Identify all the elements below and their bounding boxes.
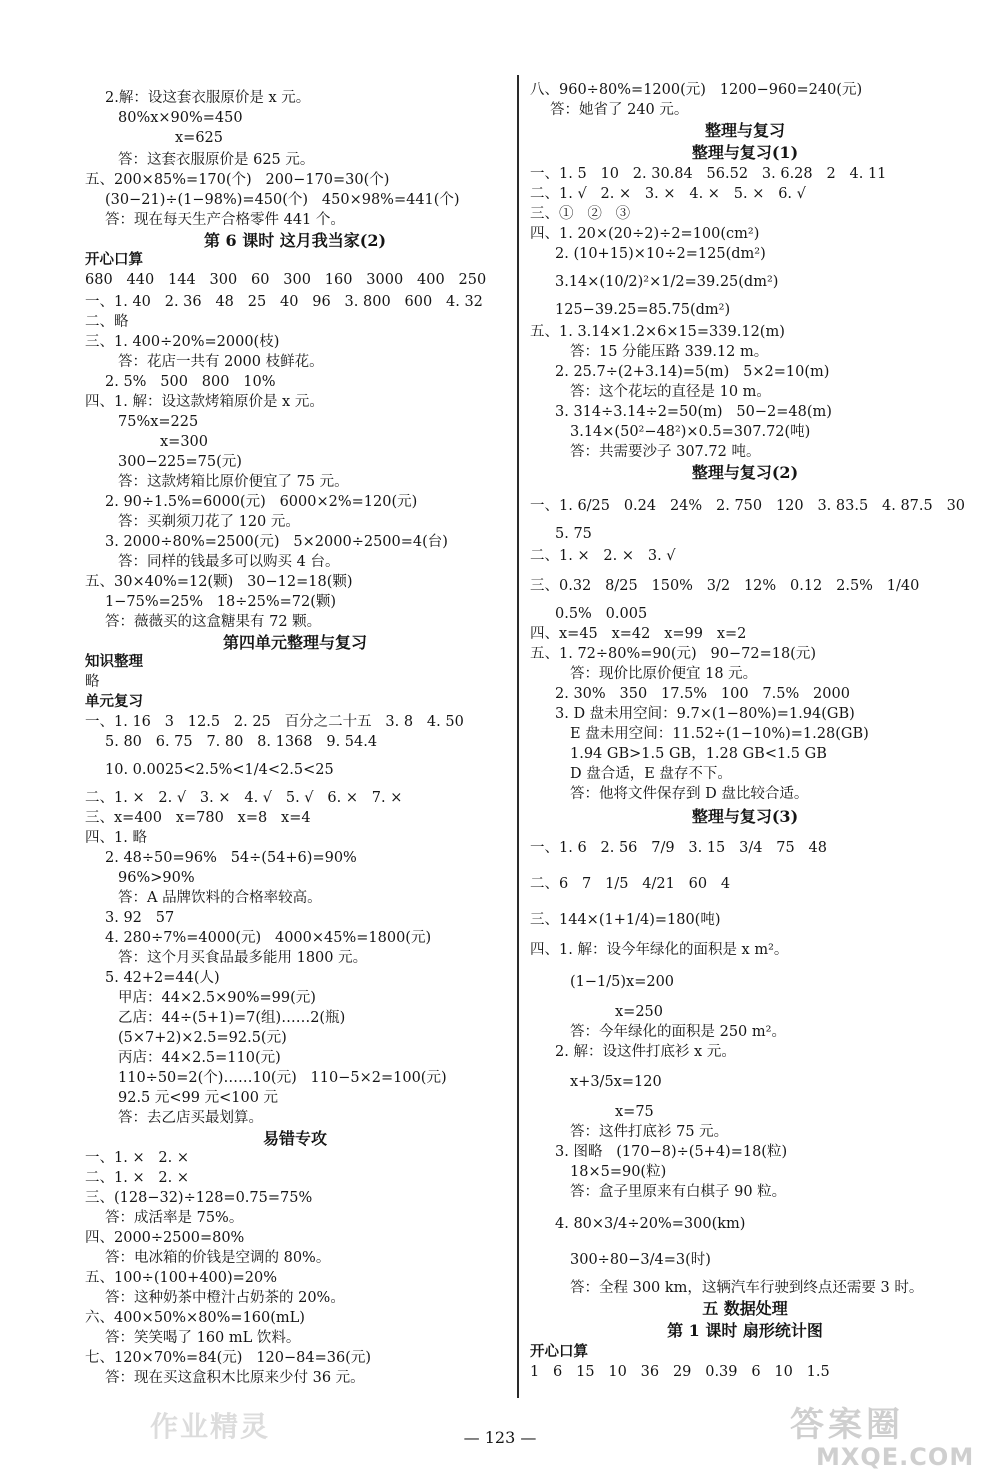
answer-line: 答：去乙店买最划算。 bbox=[118, 1110, 263, 1126]
answer-line: 答：成活率是 75%。 bbox=[105, 1210, 244, 1226]
answer-line: 五、200×85%=170(个) 200−170=30(个) bbox=[85, 172, 390, 188]
answer-line: 300−225=75(元) bbox=[118, 454, 242, 470]
answer-line: 答：全程 300 km，这辆汽车行驶到终点还需要 3 时。 bbox=[570, 1280, 924, 1296]
answer-line: 2. 30% 350 17.5% 100 7.5% 2000 bbox=[555, 686, 850, 702]
answer-line: 1 6 15 10 36 29 0.39 6 10 1.5 bbox=[530, 1364, 830, 1380]
answer-line: 答：她省了 240 元。 bbox=[550, 102, 689, 118]
answer-line: 一、1. 16 3 12.5 2. 25 百分之二十五 3. 8 4. 50 bbox=[85, 714, 464, 730]
answer-line: 1−75%=25% 18÷25%=72(颗) bbox=[105, 594, 337, 610]
answer-line: x+3/5x=120 bbox=[570, 1074, 662, 1090]
answer-line: 答：15 分能压路 339.12 m。 bbox=[570, 344, 769, 360]
answer-line: 答：现在每天生产合格零件 441 个。 bbox=[105, 212, 345, 228]
answer-line: 四、1. 解：设这款烤箱原价是 x 元。 bbox=[85, 394, 324, 410]
section-heading: 整理与复习(3) bbox=[691, 807, 799, 826]
answer-line: 2. 48÷50=96% 54÷(54+6)=90% bbox=[105, 850, 357, 866]
answer-line: 甲店：44×2.5×90%=99(元) bbox=[118, 990, 316, 1006]
answer-line: 七、120×70%=84(元) 120−84=36(元) bbox=[85, 1350, 371, 1366]
answer-line: 3.14×(10/2)²×1/2=39.25(dm²) bbox=[555, 274, 779, 290]
answer-line: (30−21)÷(1−98%)=450(个) 450×98%=441(个) bbox=[105, 192, 460, 208]
answer-line: 一、1. 40 2. 36 48 25 40 96 3. 800 600 4. 32 bbox=[85, 294, 483, 310]
answer-line: 680 440 144 300 60 300 160 3000 400 250 bbox=[85, 272, 487, 288]
answer-line: 2. (10+15)×10÷2=125(dm²) bbox=[555, 246, 766, 262]
answer-line: 92.5 元<99 元<100 元 bbox=[118, 1090, 279, 1106]
answer-line: 2. 解：设这件打底衫 x 元。 bbox=[555, 1044, 736, 1060]
answer-line: 二、略 bbox=[85, 314, 129, 330]
answer-line: 答：共需要沙子 307.72 吨。 bbox=[570, 444, 761, 460]
answer-line: 六、400×50%×80%=160(mL) bbox=[85, 1310, 305, 1326]
answer-line: 一、1. 6/25 0.24 24% 2. 750 120 3. 83.5 4. 87.5 30 bbox=[530, 498, 966, 514]
answer-line: 二、1. √ 2. × 3. × 4. × 5. × 6. √ bbox=[530, 186, 806, 202]
answer-line: 答：这个花坛的直径是 10 m。 bbox=[570, 384, 771, 400]
answer-line: (5×7+2)×2.5=92.5(元) bbox=[118, 1030, 287, 1046]
answer-line: D 盘合适，E 盘存不下。 bbox=[570, 766, 732, 782]
answer-line: 二、6 7 1/5 4/21 60 4 bbox=[530, 876, 731, 892]
subsection-label: 单元复习 bbox=[85, 693, 143, 710]
answer-line: 四、x=45 x=42 x=99 x=2 bbox=[530, 626, 747, 642]
answer-line: 答：今年绿化的面积是 250 m²。 bbox=[570, 1024, 786, 1040]
answer-line: 三、144×(1+1/4)=180(吨) bbox=[530, 912, 721, 928]
section-heading: 易错专攻 bbox=[262, 1129, 328, 1148]
answer-line: 丙店：44×2.5=110(元) bbox=[118, 1050, 281, 1066]
answer-line: 四、1. 略 bbox=[85, 830, 147, 846]
answer-line: 96%>90% bbox=[118, 870, 195, 886]
answer-line: x=250 bbox=[615, 1004, 664, 1020]
answer-line: 答：这款烤箱比原价便宜了 75 元。 bbox=[118, 474, 349, 490]
answer-line: 答：薇薇买的这盒糖果有 72 颗。 bbox=[105, 614, 322, 630]
answer-line: 2. 5% 500 800 10% bbox=[105, 374, 276, 390]
answer-line: 4. 80×3/4÷20%=300(km) bbox=[555, 1216, 746, 1232]
answer-line: 三、(128−32)÷128=0.75=75% bbox=[85, 1190, 313, 1206]
answer-line: 一、1. × 2. × bbox=[85, 1150, 190, 1166]
answer-line: 4. 280÷7%=4000(元) 4000×45%=1800(元) bbox=[105, 930, 432, 946]
subsection-label: 开心口算 bbox=[530, 1343, 588, 1360]
answer-line: 答：现价比原价便宜 18 元。 bbox=[570, 666, 758, 682]
answer-line: 80%x×90%=450 bbox=[118, 110, 243, 126]
answer-line: 一、1. 5 10 2. 30.84 56.52 3. 6.28 2 4. 11 bbox=[530, 166, 887, 182]
answer-line: 答：买剃须刀花了 120 元。 bbox=[118, 514, 300, 530]
answer-line: 五、100÷(100+400)=20% bbox=[85, 1270, 278, 1286]
answer-line: 3. 图略 (170−8)÷(5+4)=18(粒) bbox=[555, 1144, 788, 1160]
answer-line: 八、960÷80%=1200(元) 1200−960=240(元) bbox=[530, 82, 863, 98]
answer-line: E 盘未用空间：11.52÷(1−10%)=1.28(GB) bbox=[570, 726, 869, 742]
answer-line: 10. 0.0025<2.5%<1/4<2.5<25 bbox=[105, 762, 334, 778]
section-heading: 第 1 课时 扇形统计图 bbox=[667, 1321, 823, 1340]
answer-line: 110÷50=2(个)……10(元) 110−5×2=100(元) bbox=[118, 1070, 447, 1086]
answer-line: 75%x=225 bbox=[118, 414, 199, 430]
answer-line: 答：这件打底衫 75 元。 bbox=[570, 1124, 729, 1140]
answer-line: 5. 80 6. 75 7. 80 8. 1368 9. 54.4 bbox=[105, 734, 378, 750]
section-heading: 五 数据处理 bbox=[702, 1299, 788, 1318]
answer-line: 略 bbox=[85, 674, 100, 690]
answer-line: 答：花店一共有 2000 枝鲜花。 bbox=[118, 354, 324, 370]
answer-line: 2.解：设这套衣服原价是 x 元。 bbox=[105, 90, 311, 106]
section-heading: 整理与复习(2) bbox=[691, 463, 799, 482]
answer-line: 答：同样的钱最多可以购买 4 台。 bbox=[118, 554, 340, 570]
answer-line: 答：这套衣服原价是 625 元。 bbox=[118, 152, 315, 168]
answer-line: 2. 90÷1.5%=6000(元) 6000×2%=120(元) bbox=[105, 494, 418, 510]
subsection-label: 知识整理 bbox=[85, 653, 143, 670]
answer-line: 18×5=90(粒) bbox=[570, 1164, 667, 1180]
section-heading: 整理与复习(1) bbox=[691, 143, 799, 162]
section-heading: 整理与复习 bbox=[704, 121, 786, 140]
answer-line: 二、1. × 2. × 3. √ bbox=[530, 548, 676, 564]
answer-line: 三、0.32 8/25 150% 3/2 12% 0.12 2.5% 1/40 bbox=[530, 578, 920, 594]
answer-line: 五、30×40%=12(颗) 30−12=18(颗) bbox=[85, 574, 353, 590]
answer-line: 3. 314÷3.14÷2=50(m) 50−2=48(m) bbox=[555, 404, 832, 420]
answer-line: 五、1. 72÷80%=90(元) 90−72=18(元) bbox=[530, 646, 816, 662]
answer-line: 四、1. 解：设今年绿化的面积是 x m²。 bbox=[530, 942, 789, 958]
answer-line: 125−39.25=85.75(dm²) bbox=[555, 302, 731, 318]
answer-line: 1.94 GB>1.5 GB，1.28 GB<1.5 GB bbox=[570, 746, 827, 762]
answer-line: 答：笑笑喝了 160 mL 饮料。 bbox=[105, 1330, 301, 1346]
answer-line: 3. D 盘未用空间：9.7×(1−80%)=1.94(GB) bbox=[555, 706, 855, 722]
column-divider bbox=[517, 75, 519, 1398]
answer-line: 二、1. × 2. √ 3. × 4. √ 5. √ 6. × 7. × bbox=[85, 790, 403, 806]
answer-line: 3.14×(50²−48²)×0.5=307.72(吨) bbox=[570, 424, 811, 440]
answer-line: 答：这个月买食品最多能用 1800 元。 bbox=[118, 950, 368, 966]
answer-line: 答：盒子里原来有白棋子 90 粒。 bbox=[570, 1184, 787, 1200]
answer-line: (1−1/5)x=200 bbox=[570, 974, 675, 990]
answer-line: 300÷80−3/4=3(时) bbox=[570, 1252, 711, 1268]
answer-line: x=300 bbox=[160, 434, 209, 450]
answer-line: x=75 bbox=[615, 1104, 654, 1120]
answer-line: 五、1. 3.14×1.2×6×15=339.12(m) bbox=[530, 324, 785, 340]
page-number: — 123 — bbox=[463, 1428, 537, 1447]
answer-line: 3. 92 57 bbox=[105, 910, 175, 926]
answer-line: 2. 25.7÷(2+3.14)=5(m) 5×2=10(m) bbox=[555, 364, 830, 380]
answer-line: 答：现在买这盒积木比原来少付 36 元。 bbox=[105, 1370, 365, 1386]
answer-line: 二、1. × 2. × bbox=[85, 1170, 190, 1186]
answer-line: 5. 42+2=44(人) bbox=[105, 970, 220, 986]
section-heading: 第四单元整理与复习 bbox=[222, 633, 368, 652]
answer-line: 3. 2000÷80%=2500(元) 5×2000÷2500=4(台) bbox=[105, 534, 448, 550]
answer-line: 一、1. 6 2. 56 7/9 3. 15 3/4 75 48 bbox=[530, 840, 827, 856]
watermark-line1: 答案圈 bbox=[790, 1405, 904, 1445]
answer-line: x=625 bbox=[175, 130, 224, 146]
answer-line: 乙店：44÷(5+1)=7(组)……2(瓶) bbox=[118, 1010, 346, 1026]
answer-line: 答：A 品牌饮料的合格率较高。 bbox=[118, 890, 322, 906]
answer-line: 0.5% 0.005 bbox=[555, 606, 648, 622]
answer-line: 三、1. 400÷20%=2000(枝) bbox=[85, 334, 280, 350]
answer-line: 三、① ② ③ bbox=[530, 206, 631, 222]
faint-stamp: 作业精灵 bbox=[150, 1410, 271, 1443]
answer-line: 四、1. 20×(20÷2)÷2=100(cm²) bbox=[530, 226, 760, 242]
answer-line: 三、x=400 x=780 x=8 x=4 bbox=[85, 810, 311, 826]
watermark-logo bbox=[790, 1405, 980, 1471]
section-heading: 第 6 课时 这月我当家(2) bbox=[203, 231, 387, 250]
answer-line: 答：这种奶茶中橙汁占奶茶的 20%。 bbox=[105, 1290, 345, 1306]
answer-line: 四、2000÷2500=80% bbox=[85, 1230, 245, 1246]
answer-line: 答：电冰箱的价钱是空调的 80%。 bbox=[105, 1250, 331, 1266]
answer-line: 答：他将文件保存到 D 盘比较合适。 bbox=[570, 786, 809, 802]
watermark-line2: MXQE.COM bbox=[816, 1443, 975, 1471]
answer-line: 5. 75 bbox=[555, 526, 592, 542]
subsection-label: 开心口算 bbox=[85, 251, 143, 268]
